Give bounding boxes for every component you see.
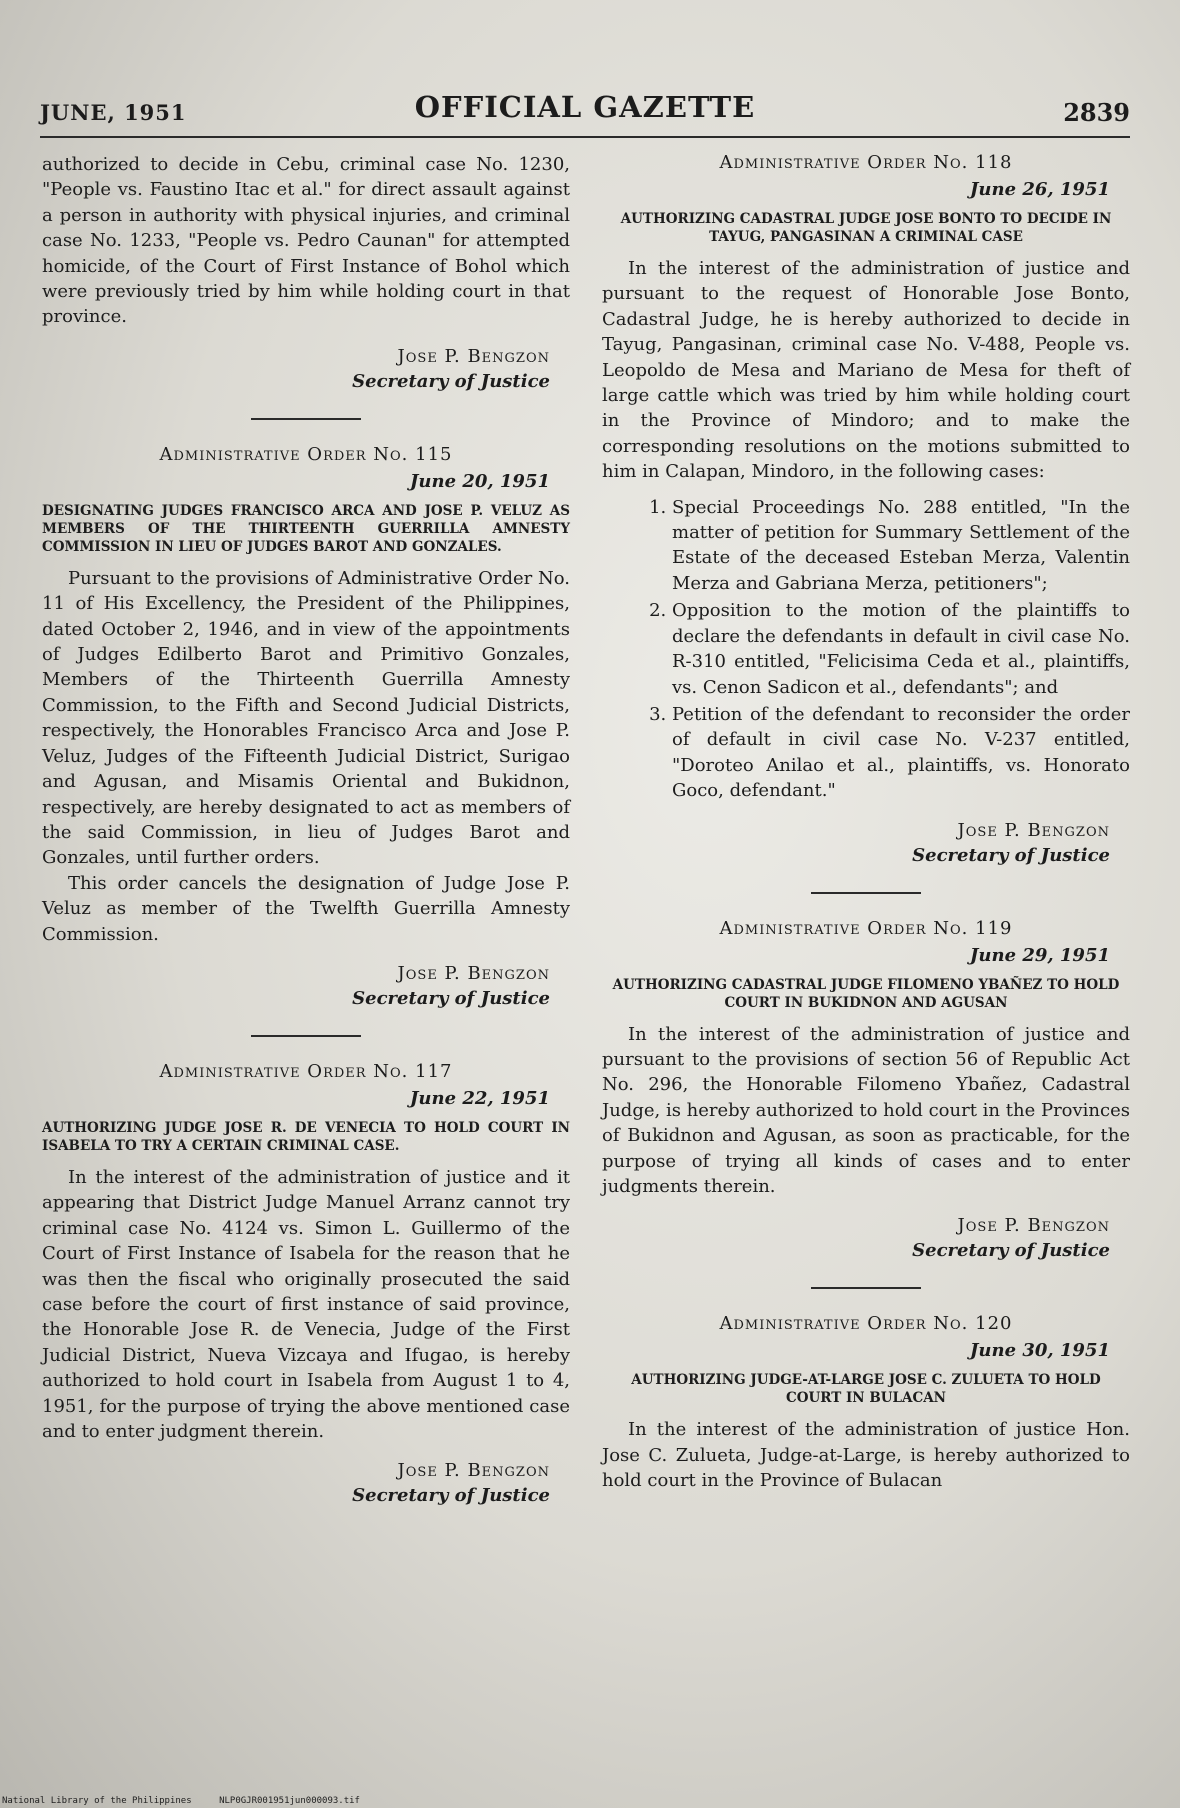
signatory-title: Secretary of Justice [912, 1240, 1110, 1262]
signatory-name: Jose P. Bengzon [957, 819, 1110, 841]
signature-block [602, 818, 1130, 868]
section-divider [251, 1035, 361, 1037]
signatory-title: Secretary of Justice [352, 370, 550, 392]
two-column-body [40, 152, 1130, 1508]
order-paragraph: Pursuant to the provisions of Administrative Order No. 11 of His Excellency, the President of the Philippines, dated October 2, 1946, and in view of the appointments of Judges Edilberto Barot and Primitivo Gonzales, Members of the Thirteenth Guerrilla Amnesty Commission, to the Fifth and Second Judicial Districts, respectively, the Honorables Francisco Arca and Jose P. Veluz, Judges of the Fifteenth Judicial District, Surigao and Agusan, and Misamis Oriental and Bukidnon, respectively, are hereby designated to act as members of the said Commission, in lieu of Judges Barot and Gonzales, until further orders. [42, 567, 570, 869]
signatory-title: Secretary of Justice [352, 1485, 550, 1507]
section-divider [251, 418, 361, 420]
page-header [40, 90, 1130, 138]
order-title: Administrative Order No. 115 [159, 443, 453, 465]
order-date: June 30, 1951 [969, 1340, 1110, 1362]
order-paragraph: This order cancels the designation of Judge Jose P. Veluz as member of the Twelfth Guerrilla Amnesty Commission. [42, 872, 570, 945]
order-paragraph: In the interest of the administration of justice and pursuant to the provisions of section 56 of Republic Act No. 296, the Honorable Filomeno Ybañez, Cadastral Judge, is hereby authorized to hold court in the Provinces of Bukidnon and Agusan, as soon as practicable, for the purpose of trying all kinds of cases and to enter judgments therein. [602, 1023, 1130, 1197]
right-column [602, 152, 1130, 1508]
order-date: June 22, 1951 [409, 1087, 550, 1109]
order-title: Administrative Order No. 120 [719, 1313, 1013, 1335]
signature-block [42, 1458, 570, 1508]
continuation-paragraph: authorized to decide in Cebu, criminal case No. 1230, "People vs. Faustino Itac et al." for direct assault against a person in authority with physical injuries, and criminal case No. 1233, "People vs. Pedro Caunan" for attempted homicide, of the Court of First Instance of Bohol which were previously tried by him while holding court in that province. [42, 154, 570, 328]
header-page-number: 2839 [1063, 98, 1130, 127]
section-divider [811, 1287, 921, 1289]
signatory-name: Jose P. Bengzon [397, 962, 550, 984]
list-item: 1. Special Proceedings No. 288 entitled, "In the matter of petition for Summary Settlement of the Estate of the deceased Esteban Merza, Valentin Merza and Gabriana Merza, petitioners"; [672, 495, 1130, 597]
order-title: Administrative Order No. 119 [719, 917, 1013, 939]
order-paragraph: In the interest of the administration of justice and it appearing that District Judge Manuel Arranz cannot try criminal case No. 4124 vs. Simon L. Guillermo of the Court of First Instance of Isabela for the reason that he was then the fiscal who originally prosecuted the said case before the court of first instance of said province, the Honorable Jose R. de Venecia, Judge of the First Judicial District, Nueva Vizcaya and Ifugao, is hereby authorized to hold court in Isabela from August 1 to 4, 1951, for the purpose of trying the above mentioned case and to enter judgment therein. [42, 1166, 570, 1442]
footer-library: National Library of the Philippines [2, 1796, 192, 1806]
order-title: Administrative Order No. 118 [719, 152, 1013, 173]
order-caption: AUTHORIZING CADASTRAL JUDGE FILOMENO YBAÑEZ TO HOLD COURT IN BUKIDNON AND AGUSAN [612, 976, 1120, 1011]
order-118 [602, 152, 1130, 868]
signatory-title: Secretary of Justice [912, 844, 1110, 866]
signatory-name: Jose P. Bengzon [957, 1215, 1110, 1237]
left-column [40, 152, 570, 1508]
case-list [602, 495, 1130, 804]
order-paragraph: In the interest of the administration of justice and pursuant to the request of Honorable Jose Bonto, Cadastral Judge, he is hereby authorized to decide in Tayug, Pangasinan, criminal case No. V-488, People vs. Leopoldo de Mesa and Mariano de Mesa for theft of large cattle which was tried by him while holding court in the Province of Mindoro; and to make the corresponding resolutions on the motions submitted to him in Calapan, Mindoro, in the following cases: [602, 258, 1130, 483]
order-caption: DESIGNATING JUDGES FRANCISCO ARCA AND JOSE P. VELUZ AS MEMBERS OF THE THIRTEENTH GUERRILLA AMNESTY COMMISSION IN LIEU OF JUDGES BAROT AND GONZALES. [42, 502, 570, 555]
order-title: Administrative Order No. 117 [159, 1060, 453, 1082]
order-117 [42, 1061, 570, 1508]
order-caption: AUTHORIZING JUDGE JOSE R. DE VENECIA TO HOLD COURT IN ISABELA TO TRY A CERTAIN CRIMINAL CASE. [42, 1119, 570, 1154]
order-date: June 26, 1951 [969, 179, 1110, 200]
header-date: JUNE, 1951 [40, 100, 187, 125]
section-divider [811, 892, 921, 894]
order-caption: AUTHORIZING JUDGE-AT-LARGE JOSE C. ZULUETA TO HOLD COURT IN BULACAN [631, 1372, 1101, 1407]
list-item: 2. Opposition to the motion of the plaintiffs to declare the defendants in default in civil case No. R-310 entitled, "Felicisima Ceda et al., plaintiffs, vs. Cenon Sadicon et al., defendants"; and [672, 598, 1130, 700]
order-date: June 29, 1951 [969, 944, 1110, 966]
header-title: OFFICIAL GAZETTE [414, 90, 756, 124]
order-119 [602, 918, 1130, 1264]
order-paragraph: In the interest of the administration of justice Hon. Jose C. Zulueta, Judge-at-Large, is hereby authorized to hold court in the Province of Bulacan [602, 1419, 1130, 1492]
order-115 [42, 444, 570, 1011]
signatory-title: Secretary of Justice [352, 987, 550, 1009]
order-caption: AUTHORIZING CADASTRAL JUDGE JOSE BONTO TO DECIDE IN TAYUG, PANGASINAN A CRIMINAL CASE [620, 211, 1112, 245]
signatory-name: Jose P. Bengzon [397, 1460, 550, 1482]
list-item: 3. Petition of the defendant to reconsider the order of default in civil case No. V-237 entitled, "Doroteo Anilao et al., plaintiffs, vs. Honorato Goco, defendant." [672, 702, 1130, 804]
signature-block [602, 1213, 1130, 1263]
scan-footer [2, 1796, 382, 1806]
signatory-name: Jose P. Bengzon [397, 345, 550, 367]
signature-block [42, 961, 570, 1011]
order-date: June 20, 1951 [409, 470, 550, 492]
footer-file: NLP0GJR001951jun000093.tif [219, 1796, 360, 1806]
signature-block [42, 344, 570, 394]
order-120 [602, 1313, 1130, 1493]
